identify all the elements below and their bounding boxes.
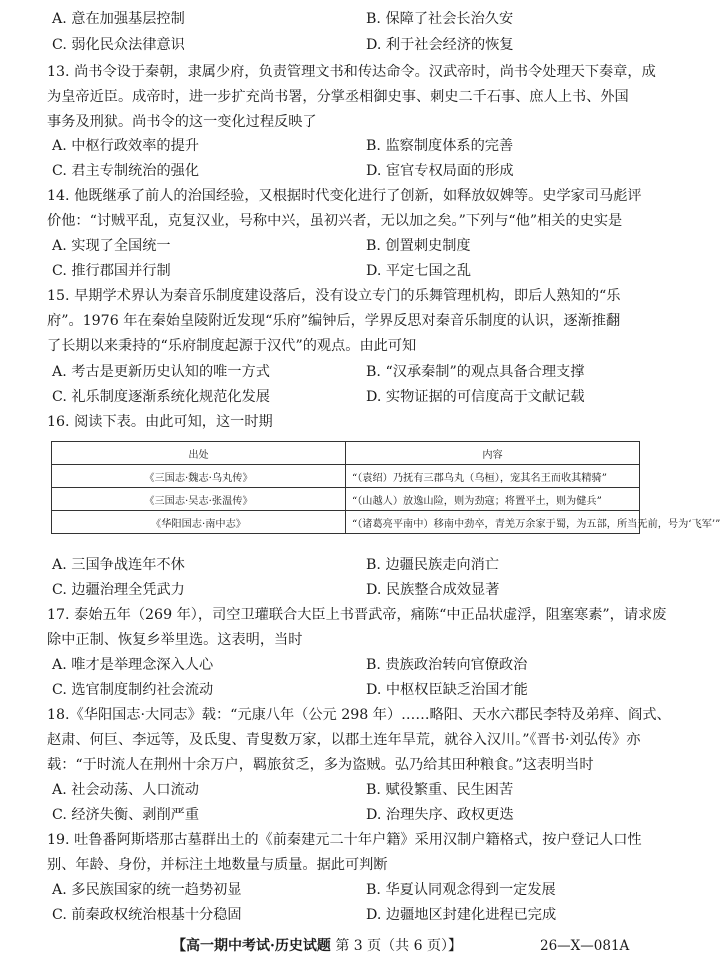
question-text-line: 价他：“讨贼平乱，克复汉业，号称中兴，虽初兴者，无以加之矣。”下列与“他”相关的史实是 [47, 213, 623, 229]
footer-title: 【高一期中考试·历史试题 [172, 938, 331, 954]
answer-option: C. 经济失衡、剥削严重 [52, 807, 200, 823]
answer-option: A. 多民族国家的统一趋势初显 [52, 882, 242, 898]
question-text-line: 赵肃、何巨、李远等，及氐叟、青叟数万家，以郡土连年旱荒，就谷入汉川。”《晋书·刘弘传》亦 [47, 732, 641, 748]
question-text-line: 17. 泰始五年（269 年），司空卫瓘联合大臣上书晋武帝，痛陈“中正品状虚浮，阻塞寒素”，请求废 [47, 607, 667, 623]
answer-option: C. 前秦政权统治根基十分稳固 [52, 907, 242, 923]
question-text-line: 16. 阅读下表。由此可知，这一时期 [47, 414, 273, 430]
answer-option: B. “汉承秦制”的观点具备合理支撑 [366, 364, 585, 380]
answer-option: C. 选官制度制约社会流动 [52, 682, 214, 698]
footer-page-number: 第 3 页（共 6 页）】 [335, 938, 462, 954]
table-header-row [52, 442, 640, 465]
table-cell-source: 《华阳国志·南中志》 [52, 511, 346, 534]
answer-option: C. 弱化民众法律意识 [52, 37, 185, 53]
footer-page-info [172, 937, 462, 955]
table-cell-content: “（山越人）放逸山险，则为劲寇；将置平土，则为健兵” [346, 488, 640, 511]
answer-option: A. 社会动荡、人口流动 [52, 782, 199, 798]
answer-option: B. 监察制度体系的完善 [366, 138, 514, 154]
answer-option: D. 平定七国之乱 [366, 263, 472, 279]
question-text-line: 14. 他既继承了前人的治国经验，又根据时代变化进行了创新，如释放奴婢等。史学家司马彪评 [47, 188, 642, 204]
table-header-content: 内容 [346, 442, 640, 465]
answer-option: C. 边疆治理全凭武力 [52, 582, 185, 598]
answer-option: A. 意在加强基层控制 [52, 11, 185, 27]
answer-option: D. 民族整合成效显著 [366, 582, 500, 598]
footer-exam-code: 26—X—081A [540, 938, 630, 954]
answer-option: D. 利于社会经济的恢复 [366, 37, 514, 53]
table-row [52, 488, 640, 511]
answer-option: A. 唯才是举理念深入人心 [52, 657, 214, 673]
table-cell-content: “（诸葛亮平南中）移南中劲卒，青羌万余家于蜀，为五部，所当无前，号为‘飞军’” [346, 511, 640, 534]
answer-option: C. 推行郡国并行制 [52, 263, 171, 279]
question-text-line: 载：“于时流人在荆州十余万户，羁旅贫乏，多为盗贼。弘乃给其田种粮食。”这表明当时 [47, 757, 594, 773]
table-row [52, 465, 640, 488]
answer-option: D. 宦官专权局面的形成 [366, 163, 514, 179]
question-text-line: 15. 早期学术界认为秦音乐制度建设落后，没有设立专门的乐舞管理机构，即后人熟知的“乐 [47, 288, 621, 304]
answer-option: B. 边疆民族走向消亡 [366, 557, 499, 573]
question-text-line: 19. 吐鲁番阿斯塔那古墓群出土的《前秦建元二十年户籍》采用汉制户籍格式，按户登记人口性 [47, 832, 642, 848]
answer-option: B. 赋役繁重、民生困苦 [366, 782, 514, 798]
answer-option: A. 中枢行政效率的提升 [52, 138, 199, 154]
answer-option: D. 治理失序、政权更迭 [366, 807, 514, 823]
answer-option: A. 实现了全国统一 [52, 238, 171, 254]
question-text-line: 府”。1976 年在秦始皇陵附近发现“乐府”编钟后，学界反思对秦音乐制度的认识，逐渐推翻 [47, 313, 621, 329]
answer-option: A. 三国争战连年不休 [52, 557, 185, 573]
answer-option: A. 考古是更新历史认知的唯一方式 [52, 364, 270, 380]
answer-option: C. 礼乐制度逐渐系统化规范化发展 [52, 389, 270, 405]
table-header-source: 出处 [52, 442, 346, 465]
source-table [51, 441, 720, 534]
question-text-line: 事务及刑狱。尚书令的这一变化过程反映了 [47, 114, 317, 130]
table-cell-content: “（袁绍）乃抚有三郡乌丸（乌桓），宠其名王而收其精骑” [346, 465, 640, 488]
table-row [52, 511, 640, 534]
answer-option: B. 保障了社会长治久安 [366, 11, 514, 27]
question-text-line: 别、年龄、身份，并标注土地数量与质量。据此可判断 [47, 857, 388, 873]
answer-option: B. 创置刺史制度 [366, 238, 471, 254]
answer-option: D. 实物证据的可信度高于文献记载 [366, 389, 585, 405]
question-text-line: 18.《华阳国志·大同志》载：“元康八年（公元 298 年）……略阳、天水六郡民李特及弟痒、阎式、 [47, 707, 671, 723]
answer-option: B. 贵族政治转向官僚政治 [366, 657, 528, 673]
question-text-line: 13. 尚书令设于秦朝，隶属少府，负责管理文书和传达命令。汉武帝时，尚书令处理天下奏章，成 [47, 64, 656, 80]
question-text-line: 了长期以来秉持的“乐府制度起源于汉代”的观点。由此可知 [47, 338, 417, 354]
answer-option: C. 君主专制统治的强化 [52, 163, 200, 179]
table-cell-source: 《三国志·吴志·张温传》 [52, 488, 346, 511]
answer-option: D. 边疆地区封建化进程已完成 [366, 907, 557, 923]
answer-option: B. 华夏认同观念得到一定发展 [366, 882, 556, 898]
question-text-line: 除中正制、恢复乡举里选。这表明，当时 [47, 632, 303, 648]
answer-option: D. 中枢权臣缺乏治国才能 [366, 682, 528, 698]
question-text-line: 为皇帝近臣。成帝时，进一步扩充尚书署，分掌丞相御史事、刺史二千石事、庶人上书、外国 [47, 89, 629, 105]
table-cell-source: 《三国志·魏志·乌丸传》 [52, 465, 346, 488]
